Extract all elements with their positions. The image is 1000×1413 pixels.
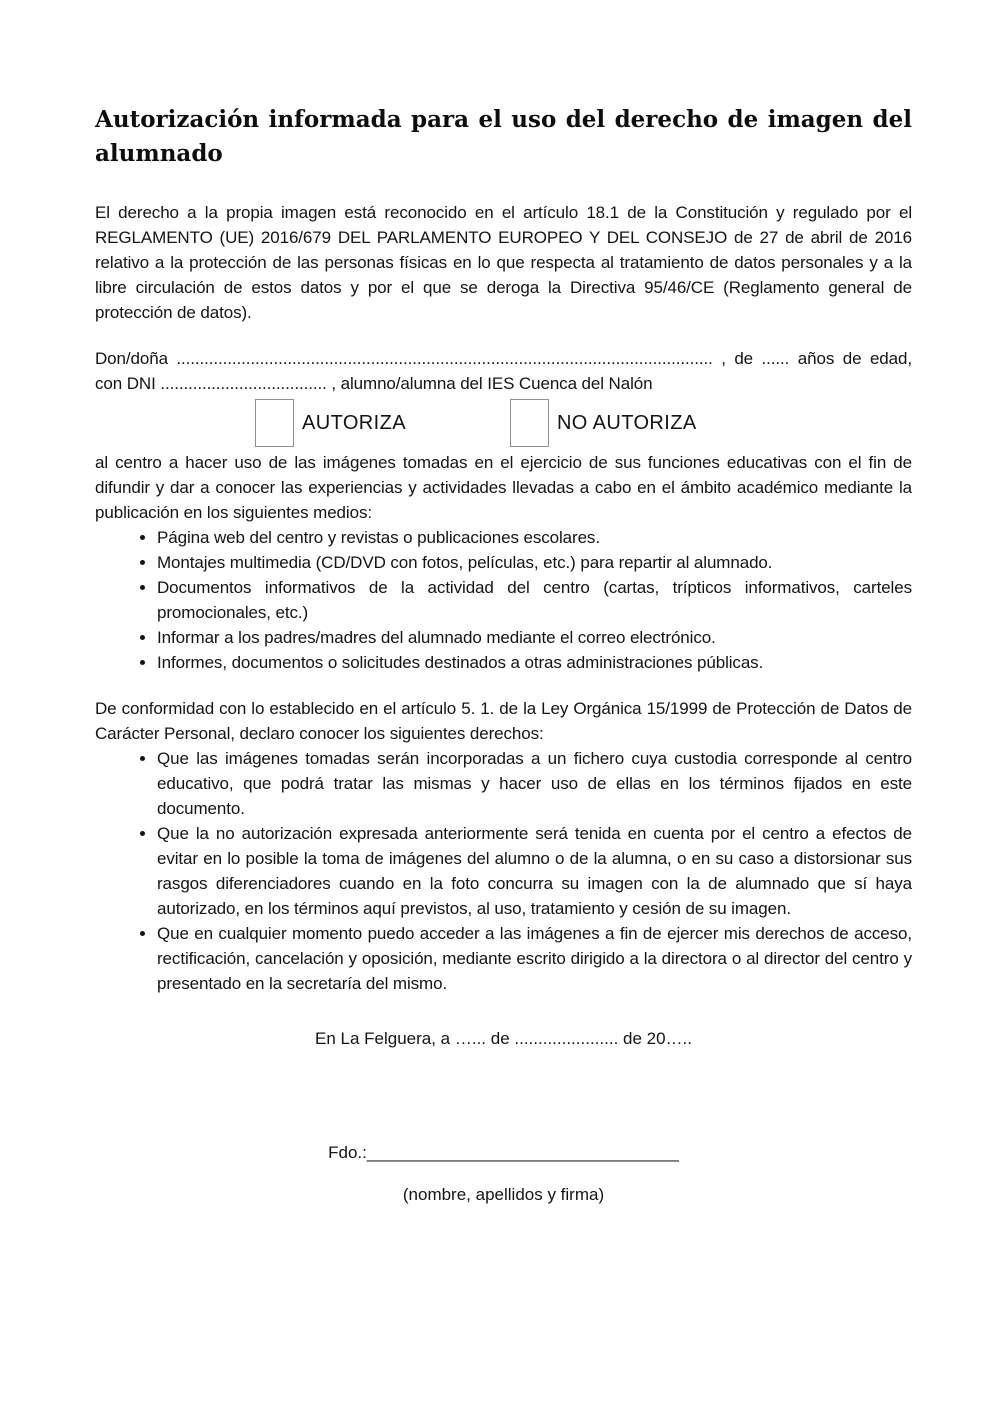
media-list (95, 525, 912, 675)
no-authorize-label: NO AUTORIZA (556, 411, 697, 434)
rights-list (95, 746, 912, 996)
rights-list-item: • Que la no autorización expresada anteriormente será tenida en cuenta por el centro a efectos de evitar en lo posible la toma de imágenes del alumno o de la alumna, o en su caso a distorsionar sus rasgos diferenciadores cuando en la foto concurra su imagen con la de alumnado que sí haya autorizado, en los términos aquí previstos, al uso, tratamiento y cesión de su imagen. (157, 821, 912, 921)
signature-line: Fdo.:_________________________________ (328, 1143, 679, 1162)
signature-caption: (nombre, apellidos y firma) (402, 1185, 605, 1204)
authorize-label: AUTORIZA (302, 411, 406, 434)
media-list-item: • Página web del centro y revistas o publicaciones escolares. (157, 525, 912, 550)
rights-list-item: • Que las imágenes tomadas serán incorporadas a un fichero cuya custodia corresponde al centro educativo, que podrá tratar las mismas y hacer uso de ellas en los términos fijados en este documento. (157, 746, 912, 821)
purpose-paragraph: al centro a hacer uso de las imágenes tomadas en el ejercicio de sus funciones educativas con el fin de difundir y dar a conocer las experiencias y actividades llevadas a cabo en el ámbito académico mediante la publicación en los siguientes medios: (95, 453, 912, 522)
authorization-choice-row (95, 399, 912, 447)
media-list-item: • Montajes multimedia (CD/DVD con fotos, películas, etc.) para repartir al alumnado. (157, 550, 912, 575)
identity-fill-in-line: Don/doña .................................................................................................................... , de ...... años de edad, con DNI .................................... , alumno/alumna del IES Cuenca del Nalón (95, 349, 912, 393)
no-authorize-checkbox[interactable] (510, 399, 549, 447)
media-list-item: • Documentos informativos de la actividad del centro (cartas, trípticos informativos, carteles promocionales, etc.) (157, 575, 912, 625)
law-paragraph: De conformidad con lo establecido en el artículo 5. 1. de la Ley Orgánica 15/1999 de Protección de Datos de Carácter Personal, declaro conocer los siguientes derechos: (95, 699, 912, 743)
rights-list-item: • Que en cualquier momento puedo acceder a las imágenes a fin de ejercer mis derechos de acceso, rectificación, cancelación y oposición, mediante escrito dirigido a la directora o al director del centro y presentado en la secretaría del mismo. (157, 921, 912, 996)
document-title: Autorización informada para el uso del derecho de imagen del alumnado (95, 106, 912, 167)
intro-paragraph: El derecho a la propia imagen está reconocido en el artículo 18.1 de la Constitución y regulado por el REGLAMENTO (UE) 2016/679 DEL PARLAMENTO EUROPEO Y DEL CONSEJO de 27 de abril de 2016 relativo a la protección de las personas físicas en lo que respecta al tratamiento de datos personales y a la libre circulación de estos datos y por el que se deroga la Directiva 95/46/CE (Reglamento general de protección de datos). (95, 203, 912, 322)
document-content (95, 0, 912, 1224)
media-list-item: • Informar a los padres/madres del alumnado mediante el correo electrónico. (157, 625, 912, 650)
authorize-checkbox[interactable] (255, 399, 294, 447)
media-list-item: • Informes, documentos o solicitudes destinados a otras administraciones públicas. (157, 650, 912, 675)
date-fill-in-line: En La Felguera, a …... de ...................... de 20….. (314, 1029, 692, 1048)
